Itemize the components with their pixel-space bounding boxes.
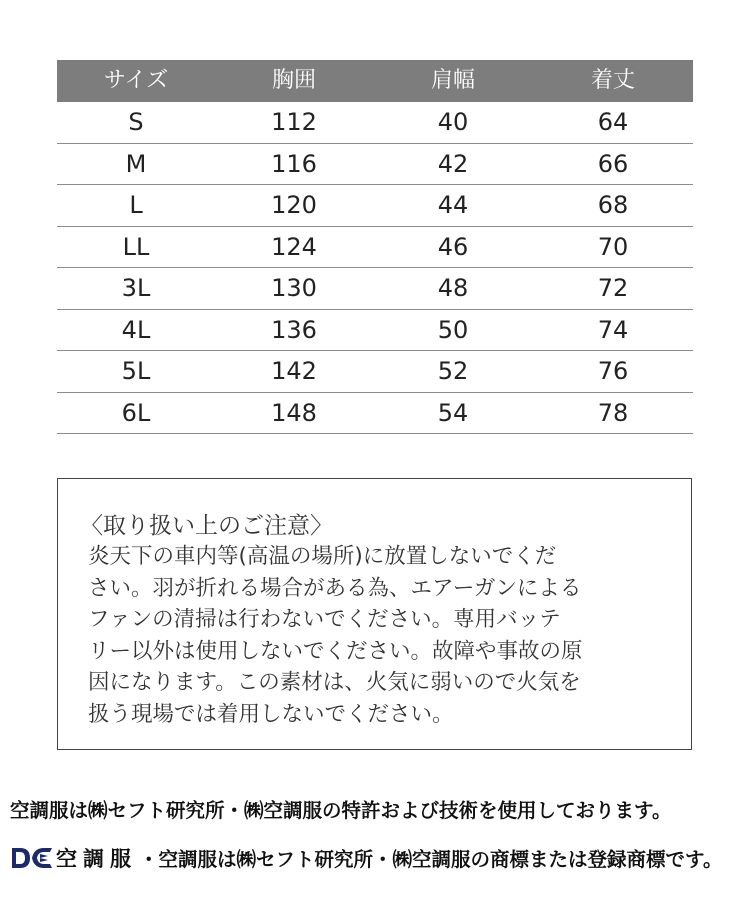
chest-cell: 116: [271, 149, 317, 178]
size-cell: M: [125, 149, 147, 178]
size-table: [57, 60, 693, 434]
brand-logo: [10, 843, 137, 873]
header-shoulder: 肩幅: [430, 68, 475, 93]
shoulder-cell: 40: [437, 108, 469, 137]
shoulder-cell: 52: [437, 357, 469, 386]
header-chest: 胸囲: [271, 68, 316, 93]
notice-line: リー以外は使用しないでください。故障や事故の原: [88, 638, 583, 664]
shoulder-cell: 54: [437, 398, 469, 427]
length-cell: 72: [597, 274, 629, 303]
size-cell: L: [129, 191, 143, 220]
notice-title: 〈取り扱い上のご注意〉: [80, 513, 333, 539]
table-row: [57, 102, 693, 144]
brand-name: 空調服: [56, 847, 137, 871]
shoulder-cell: 44: [437, 191, 469, 220]
fan-logo-icon: [10, 845, 54, 871]
notice-line: 炎天下の車内等(高温の場所)に放置しないでくだ: [88, 544, 557, 569]
header-size: サイズ: [103, 68, 169, 93]
size-cell: 4L: [121, 315, 151, 344]
care-notice-box: [57, 478, 692, 750]
chest-cell: 112: [271, 108, 317, 137]
size-table-header: [57, 60, 693, 102]
size-cell: 3L: [121, 274, 151, 303]
table-row: [57, 393, 693, 435]
length-cell: 70: [597, 232, 629, 261]
chest-cell: 130: [271, 274, 317, 303]
length-cell: 74: [597, 315, 629, 344]
shoulder-cell: 46: [437, 232, 469, 261]
size-cell: 6L: [121, 398, 151, 427]
length-cell: 64: [597, 108, 629, 137]
table-row: [57, 351, 693, 393]
notice-line: 因になります。この素材は、火気に弱いので火気を: [88, 670, 581, 695]
trademark-text: ・空調服は㈱セフト研究所・㈱空調服の商標または登録商標です。: [139, 848, 723, 871]
chest-cell: 142: [271, 357, 317, 386]
length-cell: 78: [597, 398, 629, 427]
length-cell: 68: [597, 191, 629, 220]
table-row: [57, 227, 693, 269]
table-row: [57, 268, 693, 310]
shoulder-cell: 42: [437, 149, 469, 178]
shoulder-cell: 48: [437, 274, 469, 303]
table-row: [57, 310, 693, 352]
table-row: [57, 185, 693, 227]
chest-cell: 120: [271, 191, 317, 220]
trademark-notice: [10, 843, 722, 873]
patent-notice: 空調服は㈱セフト研究所・㈱空調服の特許および技術を使用しております。: [10, 799, 672, 822]
chest-cell: 148: [271, 398, 317, 427]
length-cell: 76: [597, 357, 629, 386]
size-cell: S: [128, 108, 144, 137]
chest-cell: 136: [271, 315, 317, 344]
size-cell: 5L: [121, 357, 151, 386]
notice-line: 扱う現場では着用しないでください。: [88, 701, 454, 727]
notice-line: さい。羽が折れる場合がある為、エアーガンによる: [88, 575, 582, 601]
size-cell: LL: [122, 232, 150, 261]
notice-line: ファンの清掃は行わないでください。専用バッテ: [88, 607, 561, 632]
header-length: 着丈: [590, 68, 635, 93]
table-row: [57, 144, 693, 186]
notice-body: [88, 541, 668, 730]
shoulder-cell: 50: [437, 315, 469, 344]
chest-cell: 124: [271, 232, 317, 261]
length-cell: 66: [597, 149, 629, 178]
